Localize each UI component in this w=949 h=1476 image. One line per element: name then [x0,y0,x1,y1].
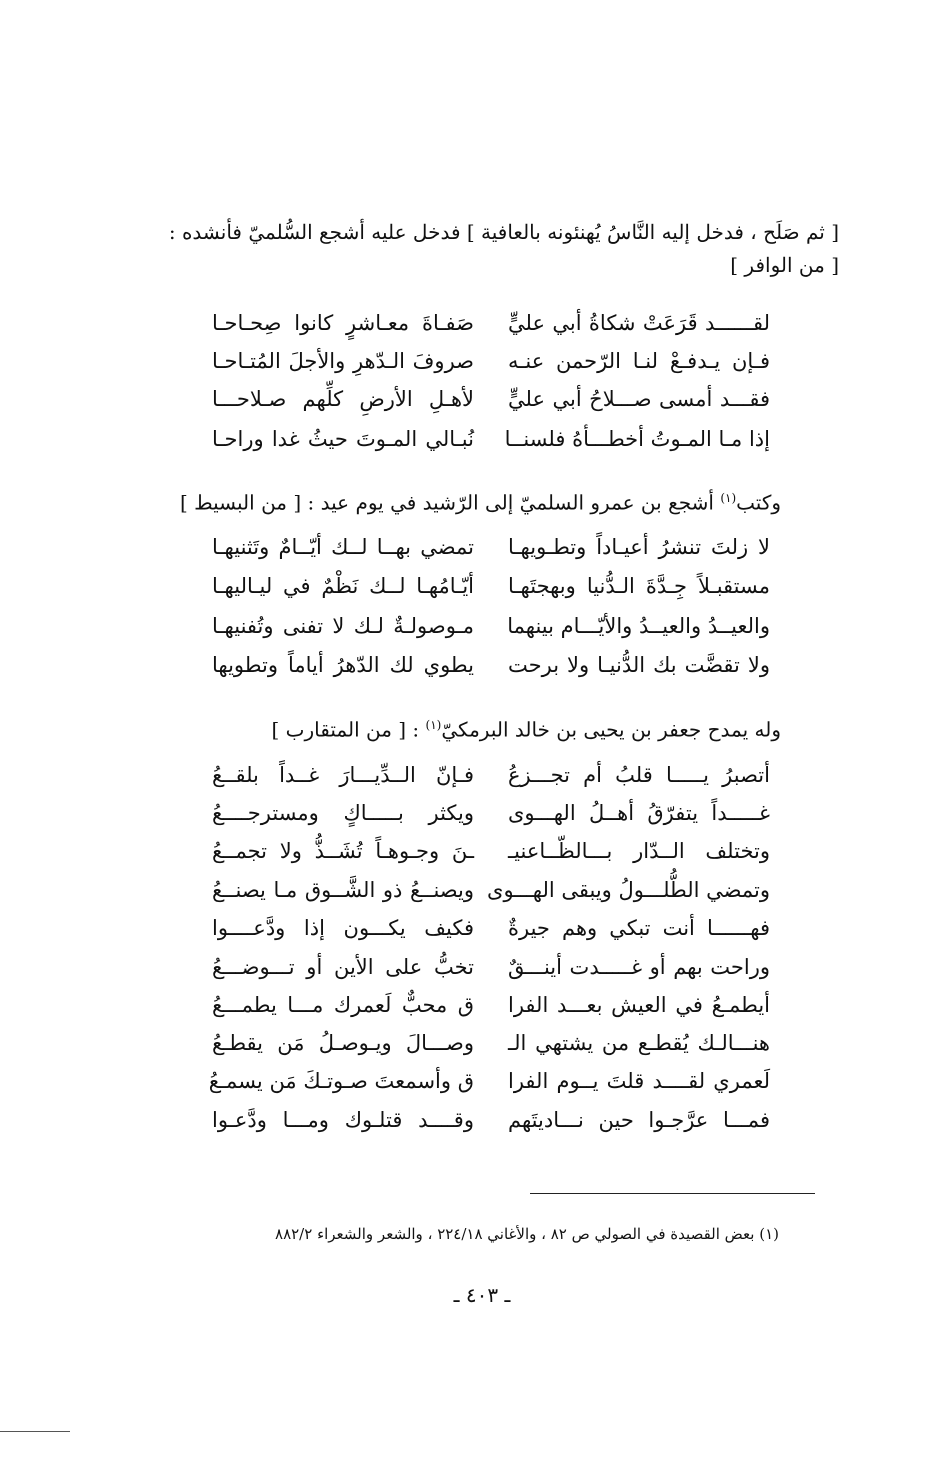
heading-text: وكتب [736,490,781,515]
footnote-separator [530,1193,815,1194]
first-hemistich: فمـــا عرَّجـوا حين نـــاديتَهم [508,1108,770,1132]
first-hemistich: إذا مـا المـوتُ أخطـــأهُ فلسنــا [504,427,770,451]
second-hemistich: فكيف يكـــون إذا ودَّعــــوا [212,916,474,940]
verse-line [200,870,770,910]
verse-line [200,645,770,685]
second-hemistich: أيّـامُهـا لــك نَظْمٌ في ليـاليهـا [212,574,474,598]
intro-prose-line: [ ثم صَلَح ، فدخل إليه النَّاسُ يُهنئونه بالعافية ] فدخل عليه أشجع السُّلميّ فأنشده : [168,220,839,244]
first-hemistich: أتصبرُ يـــــا قلبُ أم تجـــزعُ [508,763,770,787]
verse-line [200,379,770,419]
second-hemistich: لأهـلِ الأرضِ كلِّهم صـلاحـــا [212,387,474,411]
verse-line [200,527,770,567]
verse-line [200,419,770,459]
first-hemistich: ولا تقضَّت بك الدُّنيـا ولا برحت [508,653,770,677]
second-hemistich: يطوي لك الدّهرُ أياماً وتطويها [212,653,474,677]
verse-line [200,606,770,646]
second-hemistich: ق وأسمعتَ صـوتـكَ مَن يسمـعُ [208,1069,474,1093]
heading-text: أشجع بن عمرو السلميّ إلى الرّشيد في يوم عيد : [ من البسيط ] [180,490,721,515]
first-hemistich: وتمضي الطُّلـــولُ ويبقى الهـــوى [487,878,770,902]
verse-line [200,566,770,606]
second-hemistich: ويكثر بـــــاكٍ ومسترجــــعُ [212,801,474,825]
first-hemistich: هنـــالـك يُقطـع من يشتهي الـ [508,1031,770,1055]
second-hemistich: ق محبٌّ لَعمرك مـــا يطمـــعُ [212,993,474,1017]
first-hemistich: وراحت بهم أو غـــــدت أينـــقٌ [508,955,770,979]
verse-line [200,1023,770,1063]
heading-text: : [ من المتقارب ] [271,717,426,742]
heading-text: وله يمدح جعفر بن يحيى بن خالد البرمكيّ [441,717,781,742]
second-hemistich: نُبـالي المـوتَ حيثُ غدا وراحـا [212,427,474,451]
second-hemistich: ويصنــعُ ذو الشَّــوق مـا يصنــعُ [212,878,474,902]
poem-heading [272,710,781,745]
second-hemistich: صَفـاةَ معـاشرٍ كانوا صِحـاحـا [212,311,474,335]
footnote-marker: (١) [425,718,442,732]
second-hemistich: ـنَ وجـوهـاً تُشَــذُّ ولا تجمــعُ [212,839,474,863]
second-hemistich: فـإنّ الــدِّيـــارَ غــداً بلقــعُ [212,763,474,787]
poem-heading [180,483,781,518]
second-hemistich: تخبُّ على الأين أو تـــوضـــعُ [212,955,474,979]
second-hemistich: وقــــد قتلـوك ومـــا ودَّعـوا [212,1108,474,1132]
verse-line [200,793,770,833]
page-number: ـ ٤٠٣ ـ [453,1283,511,1307]
first-hemistich: مستقبـلاً جِـدَّةَ الـدُّنيا وبهجتَهـا [508,574,770,598]
verse-line [200,831,770,871]
meter-label: [ من الوافر ] [730,253,839,277]
verse-line [200,985,770,1025]
second-hemistich: مـوصولـةٌ لـك لا تفنى وتُفنيهـا [212,614,474,638]
first-hemistich: أيطمـعُ في العيش بعـــد الفرا [508,993,770,1017]
verse-line [200,947,770,987]
first-hemistich: لا زلتَ تنشرُ أعيـاداً وتطـويهـا [508,535,770,559]
first-hemistich: غـــــداً يتفرّقُ أهــلُ الهـــوى [508,801,770,825]
second-hemistich: وصـــالَ ويـوصـلُ مَن يقطـعُ [212,1031,474,1055]
first-hemistich: فقـــد أمسى صـــلاحُ أبي عليٍّ [508,387,770,411]
first-hemistich: لَعمري لقــــد قلتَ يــوم الفرا [508,1069,770,1093]
second-hemistich: تمضي بهــا لــك أيّــامٌ وتَثنيهـا [212,535,474,559]
verse-line [200,303,770,343]
verse-line [200,908,770,948]
first-hemistich: وتختلف الــدّار بـــالظّــاعنيـ [508,839,770,863]
footnote-marker: (١) [720,491,737,505]
verse-line [200,1061,770,1101]
scan-edge-line [0,1431,70,1432]
first-hemistich: فهــــــا أنت تبكي وهم جيرةٌ [508,916,770,940]
verse-line [200,1100,770,1140]
footnote: (١) بعض القصيدة في الصولي ص ٨٢ ، والأغاني ٢٢٤/١٨ ، والشعر والشعراء ٨٨٢/٢ [275,1225,779,1243]
first-hemistich: فـإن يـدفـعْ لنـا الرّحمن عنـه [508,349,770,373]
second-hemistich: صروفَ الـدّهرِ والأجلَ المُتـاحـا [212,349,474,373]
verse-line [200,755,770,795]
first-hemistich: والعيــدُ والعيــدُ والأيّـــام بينهما [507,614,770,638]
verse-line [200,341,770,381]
first-hemistich: لقــــــد قَرَعَتْ شكاةُ أبي عليٍّ [508,311,770,335]
